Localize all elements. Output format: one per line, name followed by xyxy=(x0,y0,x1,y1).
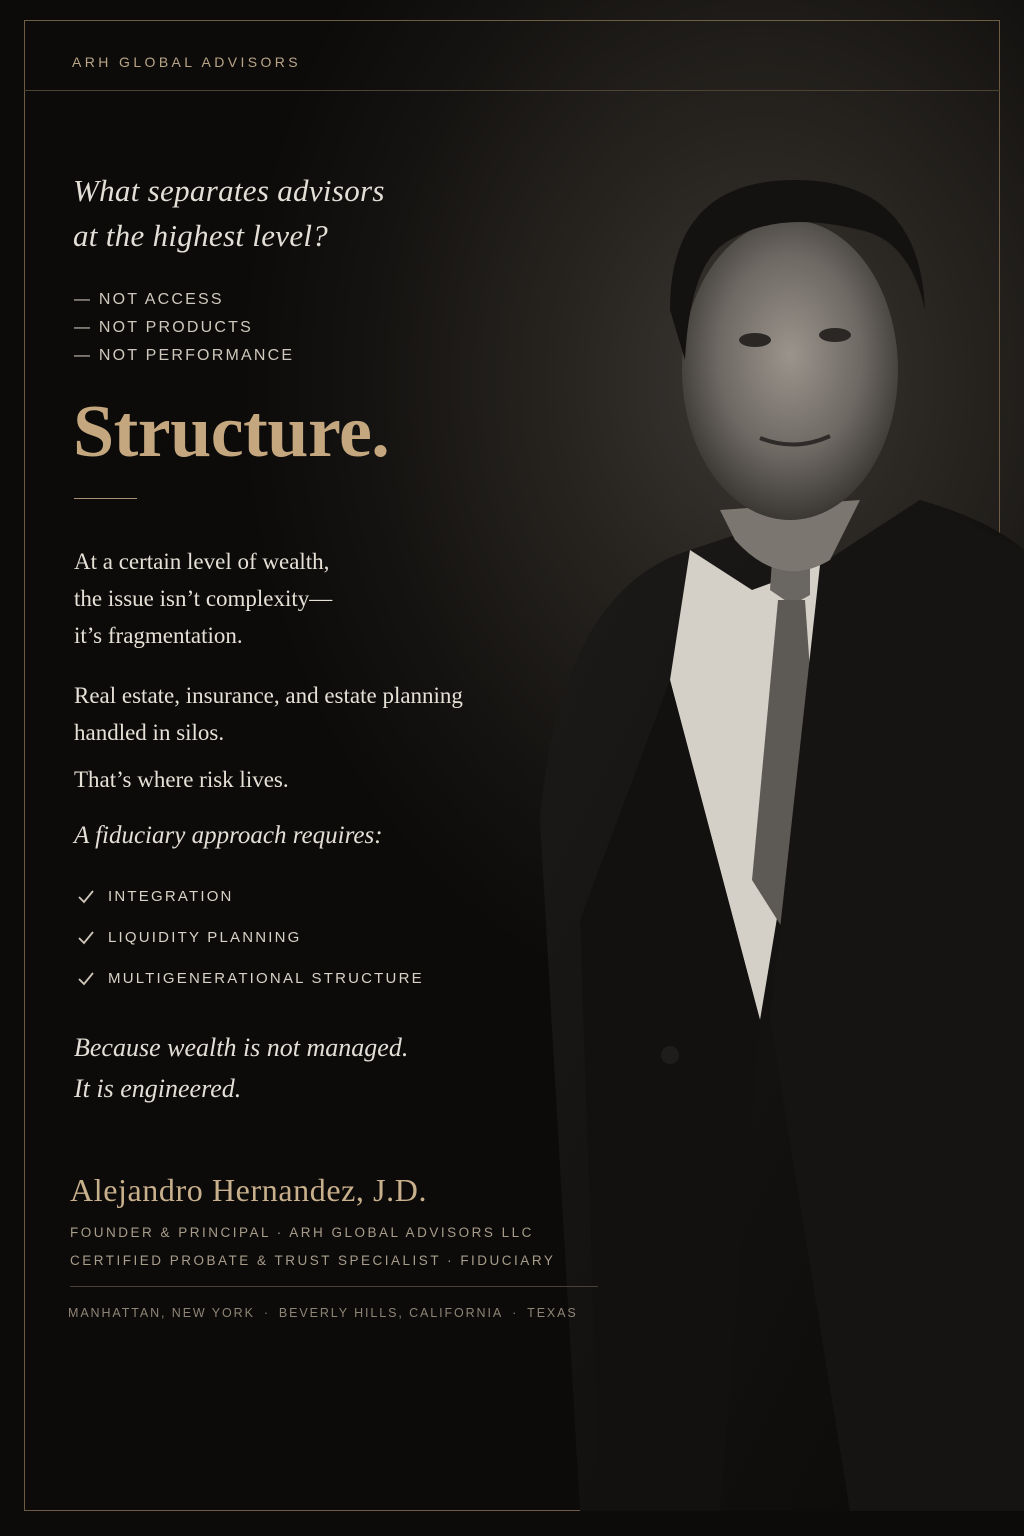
headline: Structure. xyxy=(73,391,390,473)
office-locations xyxy=(68,1306,578,1320)
paragraph-line: it’s fragmentation. xyxy=(74,623,243,648)
paragraph-risk: That’s where risk lives. xyxy=(74,767,289,792)
question-line: What separates advisors xyxy=(73,173,385,208)
closing-statement xyxy=(74,1027,408,1109)
not-item: — NOT PRODUCTS xyxy=(74,319,253,336)
paragraph-fragmentation xyxy=(74,543,332,654)
closing-line: It is engineered. xyxy=(74,1074,242,1103)
not-item: — NOT PERFORMANCE xyxy=(74,347,295,364)
location-separator: · xyxy=(512,1306,519,1320)
check-icon xyxy=(76,928,96,948)
requirement-item xyxy=(76,958,424,999)
paragraph-line: At a certain level of wealth, xyxy=(74,549,330,574)
question-heading xyxy=(73,168,385,258)
check-icon xyxy=(76,887,96,907)
location: BEVERLY HILLS, CALIFORNIA xyxy=(278,1306,504,1320)
requirement-label: INTEGRATION xyxy=(108,888,234,905)
location: MANHATTAN, NEW YORK xyxy=(68,1306,255,1320)
question-line: at the highest level? xyxy=(73,218,329,253)
requirement-label: MULTIGENERATIONAL STRUCTURE xyxy=(108,970,424,987)
paragraph-line: Real estate, insurance, and estate planning xyxy=(74,683,463,708)
location: TEXAS xyxy=(527,1306,578,1320)
portrait-photo xyxy=(520,120,1024,1511)
location-separator: · xyxy=(263,1306,270,1320)
signature-credentials: CERTIFIED PROBATE & TRUST SPECIALIST · FIDUCIARY xyxy=(70,1253,556,1268)
signature-title: FOUNDER & PRINCIPAL · ARH GLOBAL ADVISORS LLC xyxy=(70,1225,534,1240)
not-item: — NOT ACCESS xyxy=(74,291,224,308)
signature-name: Alejandro Hernandez, J.D. xyxy=(70,1172,428,1208)
paragraph-line: handled in silos. xyxy=(74,720,225,745)
fiduciary-lead: A fiduciary approach requires: xyxy=(74,822,383,849)
paragraph-silos xyxy=(74,677,463,751)
headline-divider xyxy=(74,498,137,499)
closing-line: Because wealth is not managed. xyxy=(74,1033,409,1062)
requirements-list xyxy=(76,876,424,999)
requirement-item xyxy=(76,876,424,917)
signature-divider xyxy=(70,1286,598,1287)
check-icon xyxy=(76,969,96,989)
requirement-label: LIQUIDITY PLANNING xyxy=(108,929,302,946)
paragraph-line: the issue isn’t complexity— xyxy=(74,586,333,611)
requirement-item xyxy=(76,917,424,958)
brand-name: ARH GLOBAL ADVISORS xyxy=(72,54,302,70)
not-list xyxy=(74,289,294,373)
header-divider xyxy=(24,90,1000,91)
